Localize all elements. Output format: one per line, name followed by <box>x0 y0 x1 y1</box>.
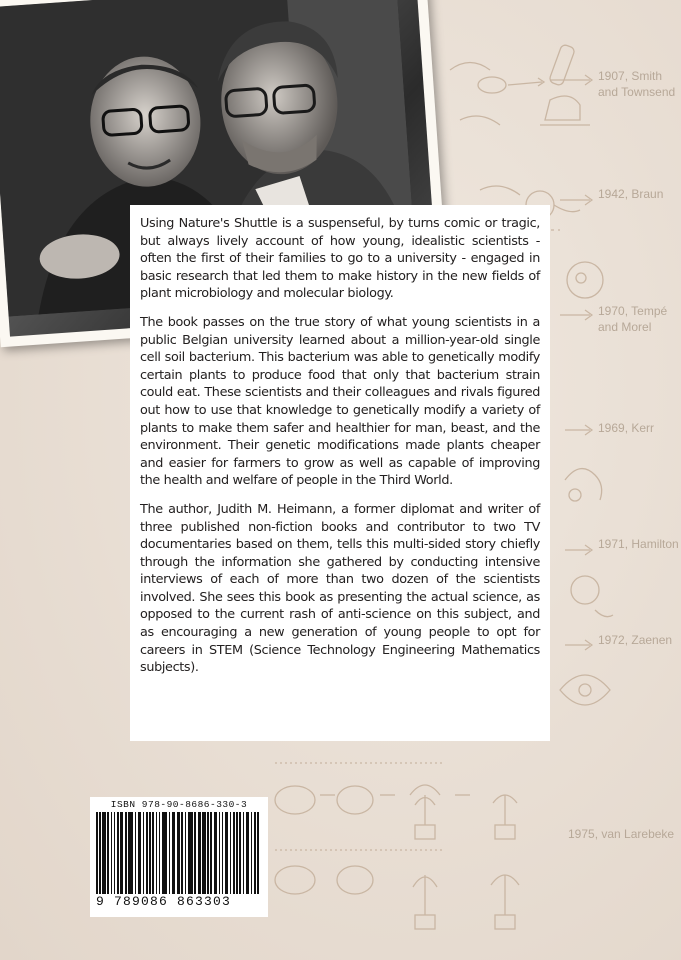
timeline-label-1907: 1907, Smith and Townsend <box>598 69 676 99</box>
blurb-paragraph-2: The book passes on the true story of what young scientists in a public Belgian university learned about a million-year-old single cell soil bacterium. This bacterium was able to genetically modify certain plants to produce food that only that bacterium strain could eat. These scientists and their colleagues and rivals figured out how to use that knowledge to genetically modify a variety of plants to make them safer and healthier for man, beast, and the environment. Their genetic modifications made plants cheaper and easier for farmers to grow as well as capable of improving the health and welfare of people in the Third World. <box>140 314 540 489</box>
timeline-label-1970: 1970, Tempé and Morel <box>598 304 668 334</box>
blurb-panel <box>130 205 550 741</box>
timeline-label-1942: 1942, Braun <box>598 187 664 201</box>
timeline-label-1971: 1971, Hamilton <box>598 537 679 551</box>
blurb-paragraph-1: Using Nature's Shuttle is a suspenseful, by turns comic or tragic, but always lively account of how young, idealistic scientists - often the first of their families to go to a university - engaged in basic research that led them to make history in the new fields of plant microbiology and molecular biology. <box>140 216 540 302</box>
blurb-paragraph-3: The author, Judith M. Heimann, a former diplomat and writer of three published non-fiction books and contributor to two TV documentaries based on them, tells this multi-sided story chiefly through the information she gathered by conducting intensive interviews of each of more than two dozen of the scientists involved. She sees this book as presenting the actual science, as opposed to the current rash of anti-science on this subject, and as encouraging a new generation of young people to opt for careers in STEM (Science Technology Engineering Mathematics subjects). <box>140 501 540 676</box>
plant-experiment-sketch-icon <box>265 755 565 945</box>
isbn-label: ISBN 978-90-8686-330-3 <box>110 799 248 810</box>
isbn-barcode <box>90 797 268 917</box>
timeline-label-1969: 1969, Kerr <box>598 421 655 435</box>
timeline-label-1975: 1975, van Larebeke <box>568 827 675 841</box>
barcode-number: 9 789086 863303 <box>96 894 232 909</box>
timeline-label-1972: 1972, Zaenen <box>598 633 673 647</box>
barcode-bars <box>96 812 262 894</box>
